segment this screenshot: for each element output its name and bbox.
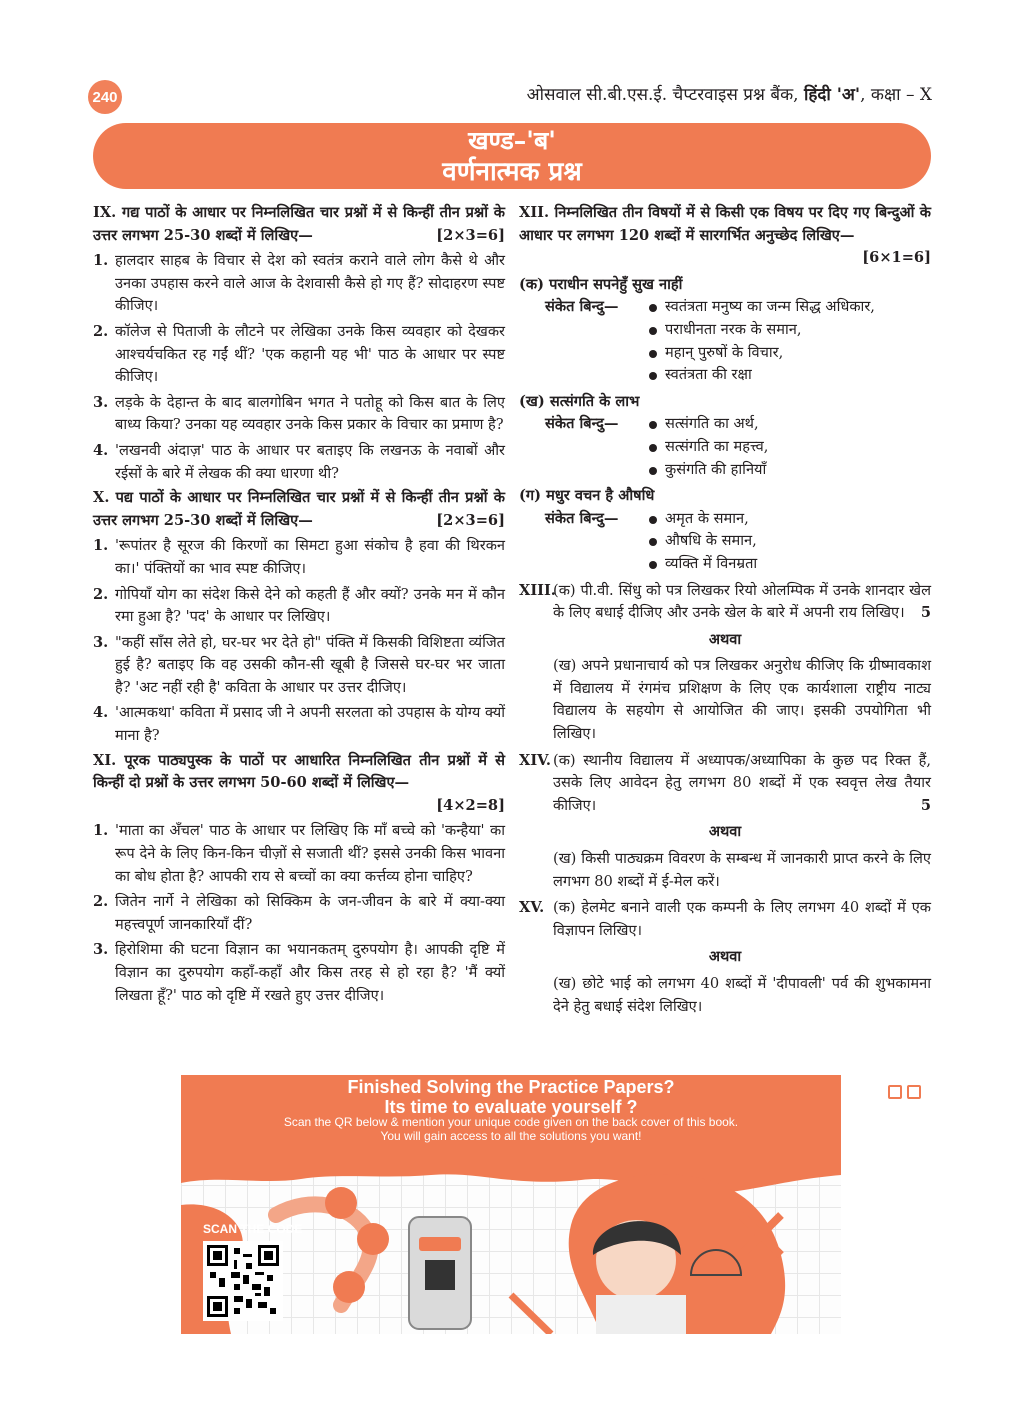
pencil-bubble-icon: [357, 1223, 389, 1255]
section-title: खण्ड–'ब': [468, 126, 556, 155]
q14-option-b: (ख) किसी पाठ्यक्रम विवरण के सम्बन्ध में जानकारी प्राप्त करने के लिए लगभग 80 शब्दों में ई-मेल करें।: [553, 850, 931, 890]
item-number: 4.: [93, 441, 109, 459]
promo-title-line2: Its time to evaluate yourself ?: [384, 1097, 638, 1117]
item-text: कॉलेज से पिताजी के लौटने पर लेखिका उनके किस व्यवहार को देखकर आश्चर्यचकित रह गईं थीं? 'एक कहानी यह भी' पाठ के आधार पर स्पष्ट कीजिए।: [115, 322, 505, 386]
athva-label: अथवा: [708, 948, 742, 966]
q10-item: [93, 584, 505, 629]
phone-button: [419, 1237, 461, 1251]
q9-heading: [93, 202, 505, 247]
q15-number: XV.: [519, 899, 545, 917]
q11-heading-text: XI. पूरक पाठ्यपुस्क के पाठों पर आधारित निम्नलिखित तीन प्रश्नों में से किन्हीं दो प्रश्नों के उत्तर लगभग 50-60 शब्दों में लिखिए—: [93, 751, 505, 792]
sanket-label: संकेत बिन्दु—: [545, 298, 619, 316]
chart-bubble-icon: [325, 1187, 357, 1219]
running-head: [527, 82, 932, 105]
q15: [519, 897, 931, 942]
point-item: अमृत के समान,: [647, 508, 757, 531]
point-item: स्वतंत्रता की रक्षा: [647, 364, 875, 387]
q13-text: (क) पी.वी. सिंधु को पत्र लिखकर रियो ओलम्पिक में उनके शानदार खेल के लिए बधाई दीजिए और उनके खेल के बारे में अपनी राय लिखिए।: [553, 581, 931, 622]
q10-heading-text: X. पद्य पाठों के आधार पर निम्नलिखित चार प्रश्नों में से किन्हीं तीन प्रश्नों के उत्तर लगभग 25-30 शब्दों में लिखिए—: [93, 489, 505, 529]
q9-item: [93, 321, 505, 389]
q10-marks: [2×3=6]: [436, 511, 505, 529]
promo-box: [181, 1075, 841, 1334]
item-number: 3.: [93, 393, 109, 411]
point-item: पराधीनता नरक के समान,: [647, 319, 875, 342]
q14-text: (क) स्थानीय विद्यालय में अध्यापक/अध्यापिका के कुछ पद रिक्त हैं, उसके लिए आवेदन हेतु लगभग 80 शब्दों में एक स्ववृत्त लेख तैयार कीजिए।: [553, 751, 931, 814]
item-text: गोपियाँ योग का संदेश किसे देने को कहती हैं और क्यों? उनके मन में कौन रमा हुआ है? 'पद' के आधार पर लिखिए।: [115, 585, 505, 626]
phone-qr-icon: [425, 1260, 455, 1290]
q10-item: [93, 702, 505, 747]
athva-label: अथवा: [708, 823, 742, 841]
sanket-label: संकेत बिन्दु—: [545, 415, 619, 433]
q12-heading-text: XII. निम्नलिखित तीन विषयों में से किसी एक विषय पर दिए गए बिन्दुओं के आधार पर लगभग 120 शब्दों में सारगर्भित अनुच्छेद लिखिए—: [519, 204, 931, 244]
sanket-label: संकेत बिन्दु—: [545, 509, 619, 527]
q13-marks: 5: [920, 604, 931, 622]
q12-marks: [6×1=6]: [862, 249, 931, 267]
point-item: व्यक्ति में विनम्रता: [647, 553, 757, 576]
q14-option-a: [553, 750, 931, 818]
promo-title-line1: Finished Solving the Practice Papers?: [347, 1077, 675, 1097]
item-text: हिरोशिमा की घटना विज्ञान का भयानकतम् दुरुपयोग है। आपकी दृष्टि में विज्ञान का दुरुपयोग कहाँ-कहाँ और किस तरह से हो रहा है? 'मैं क्यों लिखता हूँ?' पाठ को दृष्टि में रखते हुए उत्तर दीजिए।: [115, 941, 505, 1004]
item-number: 1.: [93, 822, 109, 840]
item-text: जितेन नार्गे ने लेखिका को सिक्किम के जन-जीवन के बारे में क्या-क्या महत्त्वपूर्ण जानकारियाँ दीं?: [115, 893, 505, 933]
q10-item: [93, 535, 505, 580]
q9-item: [93, 440, 505, 485]
item-text: 'आत्मकथा' कविता में प्रसाद जी ने अपनी सरलता को उपहास के योग्य क्यों माना है?: [115, 704, 505, 745]
item-number: 2.: [93, 322, 109, 340]
item-text: 'माता का अँचल' पाठ के आधार पर लिखिए कि माँ बच्चे को 'कन्हैया' का रूप देने के लिए किन-किन चीज़ों से सजाती थीं? इससे उनकी किस भावना का बोध होता है? आपकी राय से बच्चों का क्या कर्त्तव्य होना चाहिए?: [115, 822, 505, 885]
topic-title: (क) पराधीन सपनेहुँ सुख नाहीं: [519, 275, 683, 293]
promo-wave: [181, 1157, 841, 1193]
topic-title: (ख) सत्संगति के लाभ: [519, 392, 640, 410]
point-item: स्वतंत्रता मनुष्य का जन्म सिद्ध अधिकार,: [647, 296, 875, 319]
pencil-icon: [511, 1295, 551, 1334]
item-number: 2.: [93, 585, 109, 603]
item-number: 4.: [93, 704, 109, 722]
topic-title: (ग) मधुर वचन है औषधि: [519, 487, 655, 505]
q11-item: [93, 939, 505, 1007]
item-text: 'रूपांतर है सूरज की किरणों का सिमटा हुआ संकोच है हवा की थिरकन का।' पंक्तियों का भाव स्पष्ट कीजिए।: [115, 537, 505, 577]
q9-item: [93, 250, 505, 318]
scan-label: SCAN THE CODE: [203, 1222, 303, 1236]
point-item: महान् पुरुषों के विचार,: [647, 342, 875, 365]
running-head-class: , कक्षा – X: [860, 85, 932, 105]
item-text: "कहीं साँस लेते हो, घर-घर भर देते हो" पंक्ति में किसकी विशिष्टता व्यंजित हुई है? बताइए कि वह उसकी कौन-सी खूबी है जिससे घर-घर भर जाता है? 'अट नहीं रही है' कविता के आधार पर उत्तर दीजिए।: [115, 633, 505, 696]
q13: [519, 580, 931, 625]
q13-option-a: [553, 580, 931, 625]
left-column: [93, 202, 505, 1007]
sanket-bindu: [545, 296, 931, 386]
qr-code-icon: [207, 1245, 279, 1317]
point-list: [647, 413, 768, 481]
page-number: 240: [88, 80, 122, 114]
item-number: 2.: [93, 893, 109, 911]
point-list: [647, 296, 875, 386]
q14-marks: 5: [920, 796, 931, 814]
end-square: [888, 1085, 902, 1099]
right-column: [519, 202, 931, 1018]
running-head-subject: हिंदी 'अ': [803, 85, 861, 105]
section-banner: [93, 123, 931, 189]
q11-marks: [4×2=8]: [436, 796, 505, 814]
item-text: 'लखनवी अंदाज़' पाठ के आधार पर बताइए कि लखनऊ के नवाबों और रईसों के बारे में लेखक की क्या धारणा थी?: [115, 441, 505, 482]
q11-item: [93, 891, 505, 936]
promo-subtitle: [181, 1115, 841, 1143]
q14-number: XIV.: [519, 751, 552, 769]
item-number: 3.: [93, 941, 109, 959]
qr-code[interactable]: [203, 1241, 283, 1321]
point-item: सत्संगति का महत्त्व,: [647, 436, 768, 459]
q9-heading-text: IX. गद्य पाठों के आधार पर निम्नलिखित चार प्रश्नों में से किन्हीं तीन प्रश्नों के उत्तर लगभग 25-30 शब्दों में लिखिए—: [93, 204, 505, 244]
note-bubble-icon: [333, 1271, 365, 1303]
q9-marks: [2×3=6]: [436, 226, 505, 244]
q13-number: XIII.: [519, 581, 556, 599]
q14: [519, 750, 931, 818]
promo-subtitle-line2: You will gain access to all the solutions you want!: [380, 1129, 642, 1143]
athva-label: अथवा: [708, 630, 742, 648]
item-number: 1.: [93, 252, 109, 270]
sanket-bindu: [545, 413, 931, 481]
point-list: [647, 508, 757, 576]
q15-option-b: (ख) छोटे भाई को लगभग 40 शब्दों में 'दीपावली' पर्व की शुभकामना देने हेतु बधाई संदेश लिखिए।: [553, 975, 931, 1015]
point-item: औषधि के समान,: [647, 530, 757, 553]
q12-heading: [519, 202, 931, 247]
q11-item: [93, 820, 505, 888]
item-number: 1.: [93, 537, 109, 555]
item-number: 3.: [93, 633, 109, 651]
sanket-bindu: [545, 508, 931, 576]
promo-title: [181, 1077, 841, 1117]
item-text: हालदार साहब के विचार से देश को स्वतंत्र कराने वाले लोग कैसे थे और उनका उपहास करने वाले आज के देशवासी कैसे हो गए हैं? सोदाहरण स्पष्ट कीजिए।: [115, 252, 505, 315]
section-subtitle: वर्णनात्मक प्रश्न: [442, 157, 582, 187]
end-marker: [888, 1085, 921, 1099]
end-square: [907, 1085, 921, 1099]
point-item: सत्संगति का अर्थ,: [647, 413, 768, 436]
q9-item: [93, 392, 505, 437]
q11-heading: [93, 750, 505, 795]
open-book-icon: [596, 1295, 686, 1334]
point-item: कुसंगति की हानियाँ: [647, 459, 768, 482]
item-text: लड़के के देहान्त के बाद बालगोबिन भगत ने पतोहू को किस बात के लिए बाध्य किया? उनका यह व्यवहार उनके किस प्रकार के विचार का प्रमाण है?: [115, 393, 505, 434]
promo-subtitle-line1: Scan the QR below & mention your unique code given on the back cover of this book.: [283, 1115, 739, 1129]
running-head-book: ओसवाल सी.बी.एस.ई. चैप्टरवाइस प्रश्न बैंक,: [526, 85, 804, 105]
q13-option-b: (ख) अपने प्रधानाचार्य को पत्र लिखकर अनुरोध कीजिए कि ग्रीष्मावकाश में विद्यालय में रंगमंच प्रशिक्षण के लिए एक कार्यशाला राष्ट्रीय नाट्य विद्यालय के सहयोग से आयोजित की जाए। इसकी उपयोगिता भी लिखिए।: [553, 657, 931, 743]
q15-option-a: (क) हेलमेट बनाने वाली एक कम्पनी के लिए लगभग 40 शब्दों में एक विज्ञापन लिखिए।: [553, 899, 931, 939]
q10-item: [93, 632, 505, 700]
q10-heading: [93, 487, 505, 532]
